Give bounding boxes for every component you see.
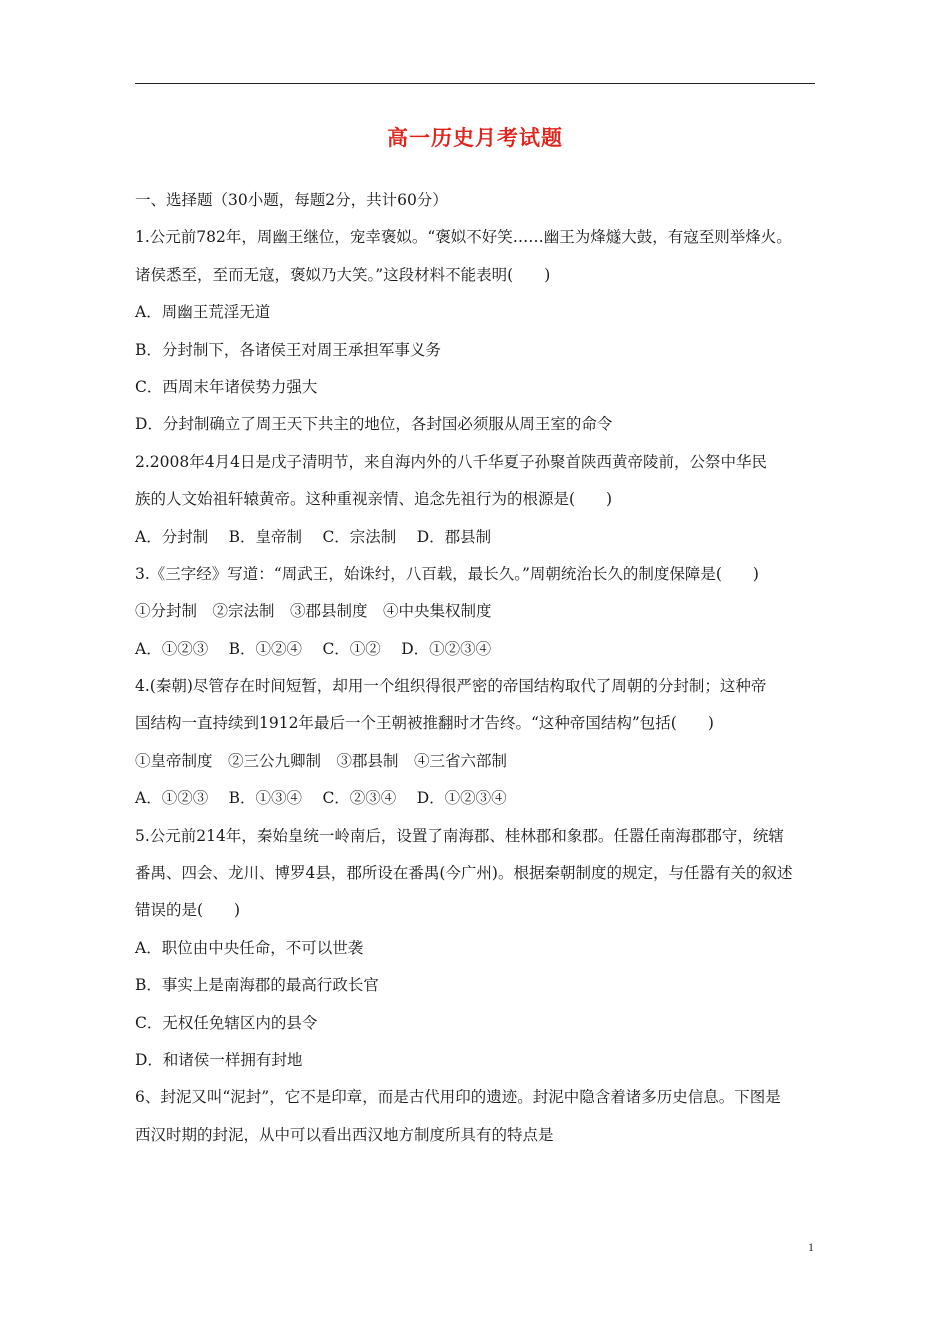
question-5-option-c: C．无权任免辖区内的县令 [135, 1013, 318, 1032]
question-5-option-b: B．事实上是南海郡的最高行政长官 [135, 976, 379, 995]
question-5-stem: 番禺、四会、龙川、博罗4县，郡所设在番禺(今广州)。根据秦朝制度的规定，与任嚣有关的叙述 [135, 864, 793, 883]
question-6-stem: 6、封泥又叫“泥封”，它不是印章，而是古代用印的遗迹。封泥中隐含着诸多历史信息。下图是 [135, 1088, 781, 1107]
question-1-option-c: C．西周末年诸侯势力强大 [135, 377, 318, 396]
header-rule [135, 83, 815, 84]
question-4-options: A．①②③ B．①③④ C．②③④ D．①②③④ [135, 789, 507, 808]
question-6-stem: 西汉时期的封泥，从中可以看出西汉地方制度所具有的特点是 [135, 1125, 554, 1144]
question-5-option-a: A．职位由中央任命，不可以世袭 [135, 938, 364, 957]
document-title: 高一历史月考试题 [387, 126, 563, 150]
question-1-option-b: B．分封制下，各诸侯王对周王承担军事义务 [135, 340, 441, 359]
section-heading: 一、选择题（30小题，每题2分，共计60分） [135, 191, 448, 209]
question-4-stem: 国结构一直持续到1912年最后一个王朝被推翻时才告终。“这种帝国结构”包括( ) [135, 714, 714, 733]
question-3-items: ①分封制 ②宗法制 ③郡县制度 ④中央集权制度 [135, 602, 492, 621]
question-2-options: A．分封制 B．皇帝制 C．宗法制 D．郡县制 [135, 527, 492, 546]
question-4-items: ①皇帝制度 ②三公九卿制 ③郡县制 ④三省六部制 [135, 751, 508, 770]
question-3-options: A．①②③ B．①②④ C．①② D．①②③④ [135, 639, 492, 658]
question-5-option-d: D．和诸侯一样拥有封地 [135, 1050, 303, 1069]
question-2-stem: 族的人文始祖轩辕黄帝。这种重视亲情、追念先祖行为的根源是( ) [135, 490, 613, 509]
question-2-stem: 2.2008年4月4日是戊子清明节，来自海内外的八千华夏子孙聚首陕西黄帝陵前，公祭中华民 [135, 452, 767, 471]
document-body [135, 182, 825, 1154]
question-4-stem: 4.(秦朝)尽管存在时间短暂，却用一个组织得很严密的帝国结构取代了周朝的分封制；这种帝 [135, 677, 767, 696]
question-1-stem: 1.公元前782年，周幽王继位，宠幸褒姒。“褒姒不好笑……幽王为烽燧大鼓，有寇至则举烽火。 [135, 228, 792, 247]
question-5-stem: 错误的是( ) [135, 901, 241, 920]
question-1-option-a: A．周幽王荒淫无道 [135, 303, 271, 322]
question-1-stem: 诸侯悉至，至而无寇，褒姒乃大笑。”这段材料不能表明( ) [135, 265, 551, 284]
question-1-option-d: D．分封制确立了周王天下共主的地位，各封国必须服从周王室的命令 [135, 415, 613, 434]
page-number: 1 [808, 1240, 814, 1254]
question-3-stem: 3.《三字经》写道：“周武王，始诛纣，八百载，最长久。”周朝统治长久的制度保障是( ) [135, 564, 759, 583]
question-5-stem: 5.公元前214年，秦始皇统一岭南后，设置了南海郡、桂林郡和象郡。任嚣任南海郡郡守，统辖 [135, 826, 784, 845]
